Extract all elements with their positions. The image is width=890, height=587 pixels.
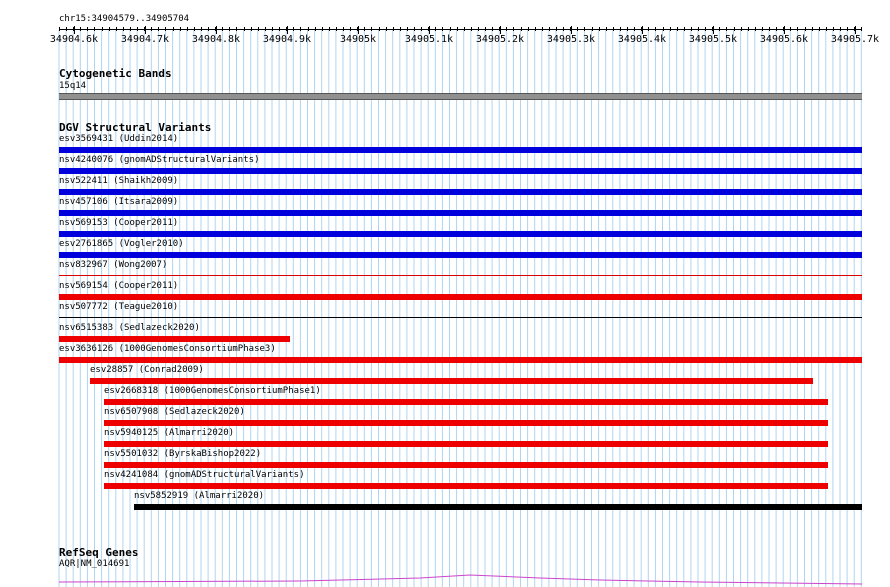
ruler-minor-tick	[755, 27, 756, 31]
ruler-minor-tick	[386, 27, 387, 31]
ruler-minor-tick	[528, 27, 529, 31]
ruler-minor-tick	[684, 27, 685, 31]
dgv-variant-bar[interactable]	[104, 399, 828, 405]
ruler-minor-tick	[719, 27, 720, 31]
ruler-minor-tick	[648, 27, 649, 31]
ruler-tick-label: 34904.6k	[49, 34, 99, 45]
ruler-minor-tick	[797, 27, 798, 31]
ruler-tick-label: 34904.7k	[120, 34, 170, 45]
dgv-variant-label: nsv569154 (Cooper2011)	[59, 281, 179, 291]
ruler-minor-tick	[570, 27, 571, 31]
ruler-position-label: chr15:34904579..34905704	[59, 14, 190, 24]
ruler-minor-tick	[783, 27, 784, 31]
dgv-variant-bar[interactable]	[59, 189, 862, 195]
ruler-major-tick	[642, 26, 643, 34]
refseq-gene-model[interactable]	[0, 570, 890, 587]
ruler-major-tick	[287, 26, 288, 34]
dgv-variant-bar[interactable]	[59, 231, 862, 237]
ruler-major-tick	[855, 26, 856, 34]
ruler-minor-tick	[521, 27, 522, 31]
ruler-minor-tick	[66, 27, 67, 31]
ruler-major-tick	[500, 26, 501, 34]
ruler-minor-tick	[180, 27, 181, 31]
dgv-variant-bar[interactable]	[59, 336, 290, 342]
dgv-variant-label: esv2761865 (Vogler2010)	[59, 239, 184, 249]
ruler-minor-tick	[627, 27, 628, 31]
ruler-minor-tick	[407, 27, 408, 31]
ruler-minor-tick	[634, 27, 635, 31]
ruler-minor-tick	[222, 27, 223, 31]
dgv-variant-label: nsv5501032 (ByrskaBishop2022)	[104, 449, 262, 459]
ruler-minor-tick	[59, 27, 60, 31]
dgv-variant-bar[interactable]	[59, 357, 862, 363]
ruler-minor-tick	[435, 27, 436, 31]
dgv-variant-label: nsv522411 (Shaikh2009)	[59, 176, 179, 186]
ruler-minor-tick	[80, 27, 81, 31]
ruler-minor-tick	[499, 27, 500, 31]
dgv-variant-label: esv28857 (Conrad2009)	[90, 365, 204, 375]
ruler-minor-tick	[258, 27, 259, 31]
dgv-variant-bar[interactable]	[104, 441, 828, 447]
ruler-minor-tick	[130, 27, 131, 31]
dgv-variant-label: esv3569431 (Uddin2014)	[59, 134, 179, 144]
ruler-minor-tick	[414, 27, 415, 31]
cytoband-bar[interactable]	[59, 93, 862, 100]
ruler-major-tick	[713, 26, 714, 34]
dgv-variant-label: nsv569153 (Cooper2011)	[59, 218, 179, 228]
ruler-minor-tick	[109, 27, 110, 31]
ruler-minor-tick	[819, 27, 820, 31]
ruler-minor-tick	[158, 27, 159, 31]
ruler-minor-tick	[73, 27, 74, 31]
ruler-minor-tick	[776, 27, 777, 31]
ruler-minor-tick	[854, 27, 855, 31]
ruler-minor-tick	[173, 27, 174, 31]
ruler-minor-tick	[442, 27, 443, 31]
ruler-minor-tick	[329, 27, 330, 31]
ruler-minor-tick	[371, 27, 372, 31]
cytoband-track-title: Cytogenetic Bands	[59, 67, 172, 80]
ruler-minor-tick	[251, 27, 252, 31]
ruler-minor-tick	[492, 27, 493, 31]
ruler-minor-tick	[606, 27, 607, 31]
ruler-minor-tick	[94, 27, 95, 31]
ruler-major-tick	[784, 26, 785, 34]
ruler-minor-tick	[663, 27, 664, 31]
ruler-minor-tick	[123, 27, 124, 31]
ruler-minor-tick	[641, 27, 642, 31]
ruler-major-tick	[358, 26, 359, 34]
dgv-variant-label: nsv4240076 (gnomADStructuralVariants)	[59, 155, 260, 165]
ruler-minor-tick	[286, 27, 287, 31]
ruler-minor-tick	[613, 27, 614, 31]
ruler-minor-tick	[308, 27, 309, 31]
ruler-minor-tick	[698, 27, 699, 31]
ruler-minor-tick	[563, 27, 564, 31]
dgv-variant-bar[interactable]	[59, 294, 862, 300]
ruler-minor-tick	[457, 27, 458, 31]
ruler-minor-tick	[300, 27, 301, 31]
dgv-variant-bar[interactable]	[104, 420, 828, 426]
ruler-minor-tick	[506, 27, 507, 31]
ruler-minor-tick	[165, 27, 166, 31]
ruler-minor-tick	[279, 27, 280, 31]
ruler-minor-tick	[151, 27, 152, 31]
dgv-variant-bar[interactable]	[104, 462, 828, 468]
ruler-minor-tick	[229, 27, 230, 31]
dgv-variant-bar[interactable]	[59, 252, 862, 258]
ruler-minor-tick	[357, 27, 358, 31]
ruler-minor-tick	[726, 27, 727, 31]
dgv-variant-label: nsv6515383 (Sedlazeck2020)	[59, 323, 200, 333]
ruler-minor-tick	[599, 27, 600, 31]
ruler-minor-tick	[265, 27, 266, 31]
ruler-minor-tick	[861, 27, 862, 31]
ruler-major-tick	[571, 26, 572, 34]
cytoband-label: 15q14	[59, 81, 87, 91]
ruler-tick-label: 34904.9k	[262, 34, 312, 45]
ruler-minor-tick	[584, 27, 585, 31]
dgv-variant-bar[interactable]	[59, 147, 862, 153]
ruler-minor-tick	[336, 27, 337, 31]
dgv-variant-bar[interactable]	[134, 504, 862, 510]
dgv-variant-bar[interactable]	[59, 210, 862, 216]
ruler-minor-tick	[748, 27, 749, 31]
dgv-variant-label: esv3636126 (1000GenomesConsortiumPhase3)	[59, 344, 276, 354]
refseq-track-title: RefSeq Genes	[59, 546, 139, 559]
ruler-tick-label: 34905.3k	[546, 34, 596, 45]
ruler-minor-tick	[620, 27, 621, 31]
ruler-major-tick	[429, 26, 430, 34]
ruler-minor-tick	[87, 27, 88, 31]
ruler-tick-label: 34905.5k	[688, 34, 738, 45]
ruler-minor-tick	[350, 27, 351, 31]
ruler-minor-tick	[379, 27, 380, 31]
dgv-variant-label: nsv5852919 (Almarri2020)	[134, 491, 265, 501]
dgv-variant-bar[interactable]	[90, 378, 813, 384]
ruler-minor-tick	[194, 27, 195, 31]
ruler-minor-tick	[315, 27, 316, 31]
ruler-tick-label: 34905.6k	[759, 34, 809, 45]
dgv-variant-label: nsv457106 (Itsara2009)	[59, 197, 179, 207]
ruler-minor-tick	[670, 27, 671, 31]
ruler-minor-tick	[847, 27, 848, 31]
ruler-minor-tick	[322, 27, 323, 31]
ruler-tick-label: 34905.7k	[830, 34, 880, 45]
ruler-minor-tick	[187, 27, 188, 31]
ruler-minor-tick	[812, 27, 813, 31]
dgv-variant-bar[interactable]	[59, 317, 862, 318]
ruler-minor-tick	[691, 27, 692, 31]
ruler-minor-tick	[655, 27, 656, 31]
ruler-minor-tick	[542, 27, 543, 31]
ruler-major-tick	[145, 26, 146, 34]
ruler-minor-tick	[535, 27, 536, 31]
ruler-major-tick	[216, 26, 217, 34]
dgv-variant-bar[interactable]	[104, 483, 828, 489]
ruler-tick-label: 34905.4k	[617, 34, 667, 45]
dgv-track-title: DGV Structural Variants	[59, 121, 212, 134]
ruler-minor-tick	[805, 27, 806, 31]
ruler-minor-tick	[343, 27, 344, 31]
dgv-variant-label: nsv5940125 (Almarri2020)	[104, 428, 235, 438]
ruler-minor-tick	[513, 27, 514, 31]
dgv-variant-label: nsv6507908 (Sedlazeck2020)	[104, 407, 245, 417]
ruler-minor-tick	[400, 27, 401, 31]
ruler-minor-tick	[826, 27, 827, 31]
ruler-major-tick	[74, 26, 75, 34]
ruler-minor-tick	[478, 27, 479, 31]
ruler-minor-tick	[592, 27, 593, 31]
ruler-minor-tick	[215, 27, 216, 31]
ruler-tick-label: 34905k	[339, 34, 377, 45]
dgv-variant-label: nsv507772 (Teague2010)	[59, 302, 179, 312]
ruler-minor-tick	[556, 27, 557, 31]
refseq-gene-label: AQR|NM_014691	[59, 559, 130, 569]
ruler-minor-tick	[734, 27, 735, 31]
ruler-tick-label: 34904.8k	[191, 34, 241, 45]
ruler-minor-tick	[144, 27, 145, 31]
ruler-minor-tick	[393, 27, 394, 31]
ruler-minor-tick	[471, 27, 472, 31]
ruler-minor-tick	[428, 27, 429, 31]
ruler-minor-tick	[840, 27, 841, 31]
ruler-minor-tick	[137, 27, 138, 31]
dgv-variant-label: nsv4241084 (gnomADStructuralVariants)	[104, 470, 305, 480]
ruler-tick-label: 34905.1k	[404, 34, 454, 45]
ruler-minor-tick	[236, 27, 237, 31]
dgv-variant-bar[interactable]	[59, 168, 862, 174]
ruler-minor-tick	[485, 27, 486, 31]
ruler-minor-tick	[741, 27, 742, 31]
ruler-minor-tick	[293, 27, 294, 31]
ruler-minor-tick	[549, 27, 550, 31]
ruler-minor-tick	[208, 27, 209, 31]
ruler-minor-tick	[762, 27, 763, 31]
ruler-minor-tick	[272, 27, 273, 31]
ruler-minor-tick	[705, 27, 706, 31]
dgv-variant-bar[interactable]	[59, 275, 862, 276]
ruler-minor-tick	[769, 27, 770, 31]
ruler-minor-tick	[421, 27, 422, 31]
ruler-minor-tick	[201, 27, 202, 31]
dgv-variant-label: nsv832967 (Wong2007)	[59, 260, 168, 270]
ruler-minor-tick	[102, 27, 103, 31]
ruler-minor-tick	[790, 27, 791, 31]
ruler-minor-tick	[364, 27, 365, 31]
ruler-minor-tick	[450, 27, 451, 31]
ruler-minor-tick	[677, 27, 678, 31]
ruler-minor-tick	[577, 27, 578, 31]
ruler-minor-tick	[244, 27, 245, 31]
ruler-tick-label: 34905.2k	[475, 34, 525, 45]
ruler-minor-tick	[833, 27, 834, 31]
ruler-minor-tick	[116, 27, 117, 31]
ruler-minor-tick	[712, 27, 713, 31]
ruler-minor-tick	[464, 27, 465, 31]
dgv-variant-label: esv2668318 (1000GenomesConsortiumPhase1)	[104, 386, 321, 396]
